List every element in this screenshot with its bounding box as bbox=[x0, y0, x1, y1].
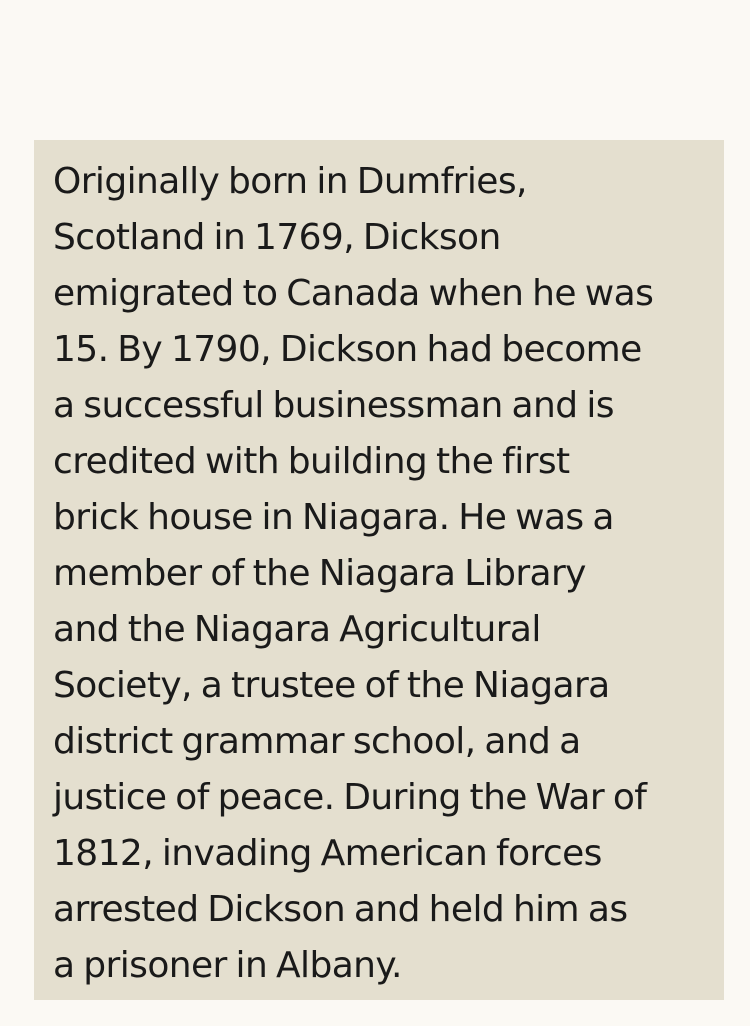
passage-line: 1812, invading American forces bbox=[53, 833, 602, 874]
text-card bbox=[34, 140, 724, 1000]
passage-line: brick house in Niagara. He was a bbox=[53, 497, 614, 538]
passage-line: credited with building the first bbox=[53, 441, 570, 482]
passage-line: Society, a trustee of the Niagara bbox=[53, 665, 610, 706]
passage-line: a prisoner in Albany. bbox=[53, 945, 402, 986]
passage-line: justice of peace. During the War of bbox=[53, 777, 647, 818]
passage-line: Originally born in Dumfries, bbox=[53, 161, 527, 202]
passage-line: district grammar school, and a bbox=[53, 721, 581, 762]
passage-line: member of the Niagara Library bbox=[53, 553, 586, 594]
passage-line: Scotland in 1769, Dickson bbox=[53, 217, 501, 258]
passage-line: arrested Dickson and held him as bbox=[53, 889, 628, 930]
passage-line: emigrated to Canada when he was bbox=[53, 273, 654, 314]
passage-line: and the Niagara Agricultural bbox=[53, 609, 541, 650]
passage-line: 15. By 1790, Dickson had become bbox=[53, 329, 642, 370]
passage-line: a successful businessman and is bbox=[53, 385, 614, 426]
